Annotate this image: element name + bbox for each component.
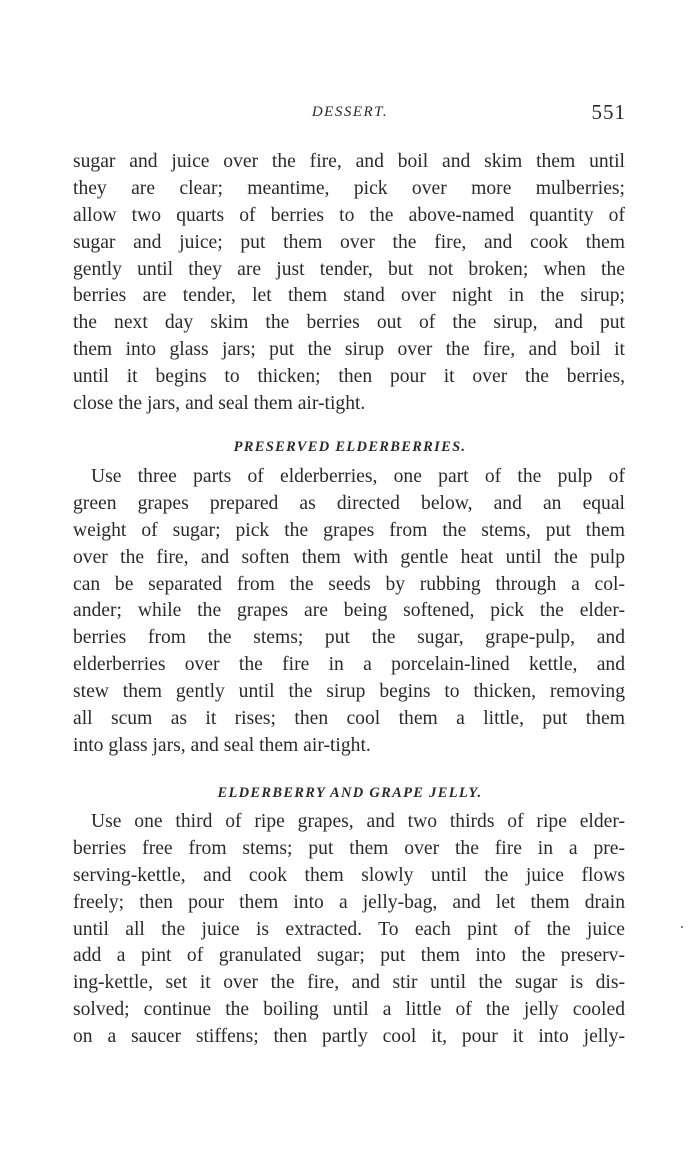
- text-line: into glass jars, and seal them air-tight.: [73, 734, 371, 756]
- text-line: berries free from stems; put them over the fire in a pre-: [73, 837, 625, 859]
- margin-speck: [681, 926, 683, 928]
- text-line: until it begins to thicken; then pour it over the berries,: [73, 366, 625, 388]
- text-line: weight of sugar; pick the grapes from the stems, put them: [73, 519, 625, 541]
- text-line: allow two quarts of berries to the above-named quantity of: [73, 204, 625, 226]
- text-line: freely; then pour them into a jelly-bag, and let them drain: [73, 891, 625, 913]
- text-line: gently until they are just tender, but not broken; when the: [73, 258, 625, 280]
- text-line: until all the juice is extracted. To each pint of the juice: [73, 918, 625, 940]
- section-heading-preserved-elderberries: PRESERVED ELDERBERRIES.: [233, 439, 467, 455]
- text-line: solved; continue the boiling until a little of the jelly cooled: [73, 999, 625, 1021]
- text-line: can be separated from the seeds by rubbing through a col-: [73, 573, 625, 595]
- section-heading-elderberry-grape-jelly: ELDERBERRY AND GRAPE JELLY.: [217, 785, 483, 801]
- paragraph-preserved-elderberries: [73, 464, 625, 760]
- text-line: green grapes prepared as directed below, and an equal: [73, 492, 625, 514]
- text-line: all scum as it rises; then cool them a little, put them: [73, 708, 625, 730]
- text-line: the next day skim the berries out of the sirup, and put: [73, 312, 625, 334]
- text-line: berries from the stems; put the sugar, grape-pulp, and: [73, 627, 625, 649]
- text-line: berries are tender, let them stand over night in the sirup;: [73, 285, 625, 307]
- text-line: sugar and juice; put them over the fire, and cook them: [73, 231, 625, 253]
- text-line: stew them gently until the sirup begins to thicken, removing: [73, 681, 625, 703]
- text-line: ander; while the grapes are being softened, pick the elder-: [73, 600, 625, 622]
- paragraph-elderberry-grape-jelly: [73, 809, 625, 1051]
- text-line: Use three parts of elderberries, one part of the pulp of: [91, 466, 625, 487]
- text-line: Use one third of ripe grapes, and two thirds of ripe elder-: [91, 811, 625, 832]
- paragraph-mulberries-continued: [73, 149, 625, 418]
- text-line: elderberries over the fire in a porcelain-lined kettle, and: [73, 654, 625, 676]
- text-line: ing-kettle, set it over the fire, and stir until the sugar is dis-: [73, 972, 625, 994]
- text-line: close the jars, and seal them air-tight.: [73, 393, 366, 415]
- text-line: sugar and juice over the fire, and boil and skim them until: [73, 151, 625, 172]
- text-line: serving-kettle, and cook them slowly until the juice flows: [73, 864, 625, 886]
- page-number: 551: [591, 100, 626, 124]
- text-line: on a saucer stiffens; then partly cool it, pour it into jelly-: [73, 1026, 625, 1048]
- text-line: they are clear; meantime, pick over more mulberries;: [73, 177, 625, 199]
- text-line: them into glass jars; put the sirup over the fire, and boil it: [73, 339, 625, 361]
- running-title: DESSERT.: [311, 104, 389, 120]
- text-line: add a pint of granulated sugar; put them into the preserv-: [73, 945, 625, 967]
- text-line: over the fire, and soften them with gentle heat until the pulp: [73, 546, 625, 568]
- running-head: [74, 100, 626, 130]
